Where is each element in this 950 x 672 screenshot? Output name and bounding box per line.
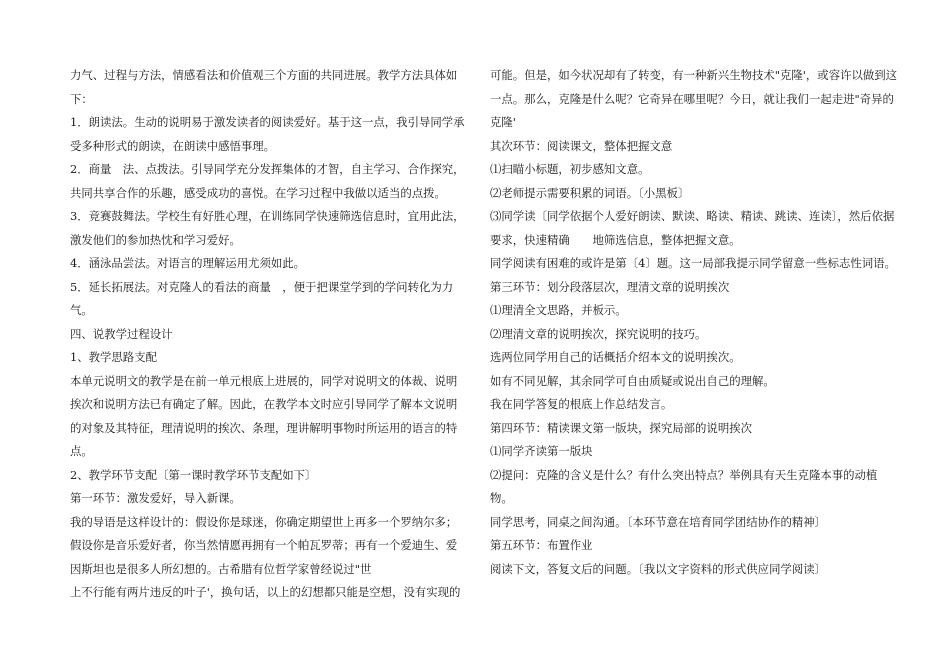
subsection-heading: 1、教学思路支配 [70,350,157,364]
paragraph: 5．延长拓展法。对克隆人的看法的商量 ，便于把课堂学到的学问转化为力气。 [70,279,454,317]
paragraph: 选两位同学用自己的话概括介绍本文的说明挨次。 [490,350,741,364]
paragraph: 可能。但是，如今状况却有了转变，有一种新兴生物技术"克隆'，或容许以做到这一点。那么，克隆是什么呢？它奇异在哪里呢？今日，就让我们一起走进"奇异的克隆' [490,68,898,129]
paragraph: 我的导语是这样设计的：假设你是球迷，你确定期望世上再多一个罗纳尔多；假设你是音乐爱好者，你当然情愿再拥有一个帕瓦罗蒂；再有一个爱迪生、爱因斯坦也是很多人所幻想的。古希腊有位哲学家曾经说过"世 [70,514,458,576]
step-heading: 第四环节：精读课文第一版块，探究局部的说明挨次 [490,420,752,435]
right-column [490,64,900,581]
paragraph: ⑵老师提示需要积累的词语。〔小黑板〕 [490,185,690,200]
paragraph: 上不行能有两片违反的叶子'，换句话，以上的幻想都只能是空想，没有实现的 [70,585,461,599]
paragraph: 同学阅读有困难的或许是第〔4〕题。这一局部我提示同学留意一些标志性词语。 [490,256,896,270]
paragraph: ⑴同学齐读第一版块 [490,444,593,458]
paragraph: 力气、过程与方法，情感看法和价值观三个方面的共同进展。教学方法具体如下： [70,68,458,106]
step-heading: 第三环节：划分段落层次，理清文章的说明挨次 [490,279,730,294]
paragraph: 同学思考，同桌之间沟通。〔本环节意在培育同学团结协作的精神〕 [490,514,827,529]
step-heading: 第五环节：布置作业 [490,538,593,552]
paragraph: ⑵理清文章的说明挨次，探究说明的技巧。 [490,326,707,341]
paragraph: 1．朗读法。生动的说明易于激发读者的阅读爱好。基于这一点，我引导同学承受多种形式的朗读，在朗读中感悟事理。 [70,115,465,153]
paragraph: ⑶同学读〔同学依据个人爱好朗读、默读、略读、精读、跳读、连读〕，然后依据要求，快速精确 地筛选信息，整体把握文意。 [490,209,895,247]
paragraph: 3．竞赛鼓舞法。学校生有好胜心理，在训练同学快速筛选信息时，宜用此法，激发他们的参加热忱和学习爱好。 [70,209,465,247]
paragraph: 2．商量 法、点拨法。引导同学充分发挥集体的才智，自主学习、合作探究，共同共享合作的乐趣，感受成功的喜悦。在学习过程中我做以适当的点拨。 [70,162,465,200]
step-heading: 第一环节：激发爱好，导入新课。 [70,491,241,505]
paragraph: ⑴理清全文思路，并板示。 [490,303,627,317]
paragraph: 我在同学答复的根底上作总结发言。 [490,397,673,411]
subsection-heading: 2、教学环节支配〔第一课时教学环节支配如下〕 [70,467,317,482]
step-heading: 其次环节：阅读课文，整体把握文意 [490,138,673,153]
paragraph: 如有不同见解，其余同学可自由质疑或说出自己的理解。 [490,373,775,388]
paragraph: ⑴扫瞄小标题，初步感知文意。 [490,162,650,176]
paragraph: 本单元说明文的教学是在前一单元根底上进展的，同学对说明文的体裁、说明挨次和说明方法已有确定了解。因此，在教学本文时应引导同学了解本文说明的对象及其特征，理清说明的挨次、条理，理讲解明事物时所运用的语言的特点。 [70,373,458,458]
paragraph: ⑵提问：克隆的含义是什么？有什么突出特点？举例具有天生克隆本事的动植物。 [490,467,878,505]
paragraph: 阅读下文，答复文后的问题。〔我以文字资料的形式供应同学阅读〕 [490,561,827,576]
left-column [70,64,468,605]
paragraph: 4．涵泳品尝法。对语言的理解运用尤须如此。 [70,256,306,270]
section-heading: 四、说教学过程设计 [70,326,173,341]
